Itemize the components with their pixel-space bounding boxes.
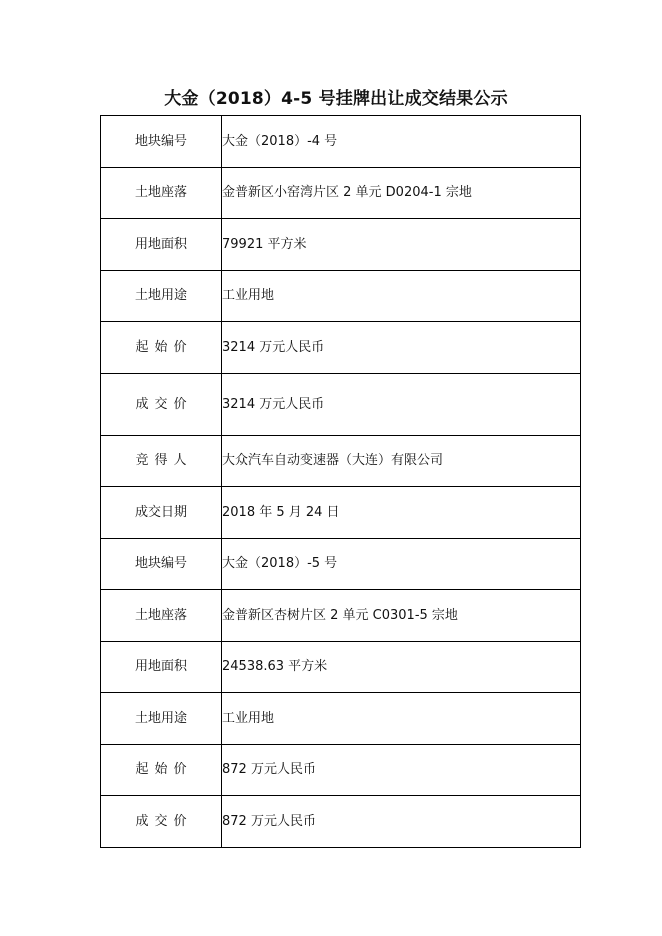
- row-value: 金普新区杏树片区 2 单元 C0301-5 宗地: [222, 590, 581, 642]
- row-value: 2018 年 5 月 24 日: [222, 487, 581, 539]
- row-value: 3214 万元人民币: [222, 322, 581, 374]
- table-row: [101, 487, 581, 539]
- row-value: 大金（2018）-4 号: [222, 116, 581, 168]
- row-value: 金普新区小窑湾片区 2 单元 D0204-1 宗地: [222, 168, 581, 219]
- table-row: [101, 374, 581, 436]
- row-label: 成交价: [101, 374, 222, 436]
- row-value: 大众汽车自动变速器（大连）有限公司: [222, 436, 581, 487]
- row-value: 79921 平方米: [222, 219, 581, 271]
- row-label: 竞得人: [101, 436, 222, 487]
- row-label: 土地用途: [101, 693, 222, 745]
- row-value: 工业用地: [222, 693, 581, 745]
- table-row: [101, 642, 581, 693]
- row-label: 用地面积: [101, 642, 222, 693]
- document-title: 大金（2018）4-5 号挂牌出让成交结果公示: [164, 89, 508, 109]
- table-row: [101, 219, 581, 271]
- table-row: [101, 322, 581, 374]
- table-row: [101, 745, 581, 796]
- row-label: 土地用途: [101, 271, 222, 322]
- row-label: 土地座落: [101, 590, 222, 642]
- row-label: 起始价: [101, 322, 222, 374]
- row-value: 3214 万元人民币: [222, 374, 581, 436]
- row-label: 土地座落: [101, 168, 222, 219]
- row-value: 872 万元人民币: [222, 745, 581, 796]
- land-transfer-result-table: [100, 115, 581, 848]
- table-row: [101, 436, 581, 487]
- table-row: [101, 796, 581, 848]
- row-label: 地块编号: [101, 539, 222, 590]
- row-value: 24538.63 平方米: [222, 642, 581, 693]
- table-row: [101, 693, 581, 745]
- row-label: 成交价: [101, 796, 222, 848]
- row-label: 用地面积: [101, 219, 222, 271]
- table-row: [101, 590, 581, 642]
- row-label: 地块编号: [101, 116, 222, 168]
- table-row: [101, 271, 581, 322]
- row-value: 872 万元人民币: [222, 796, 581, 848]
- table-row: [101, 168, 581, 219]
- table-row: [101, 116, 581, 168]
- table-row: [101, 539, 581, 590]
- row-label: 起始价: [101, 745, 222, 796]
- row-value: 工业用地: [222, 271, 581, 322]
- row-value: 大金（2018）-5 号: [222, 539, 581, 590]
- row-label: 成交日期: [101, 487, 222, 539]
